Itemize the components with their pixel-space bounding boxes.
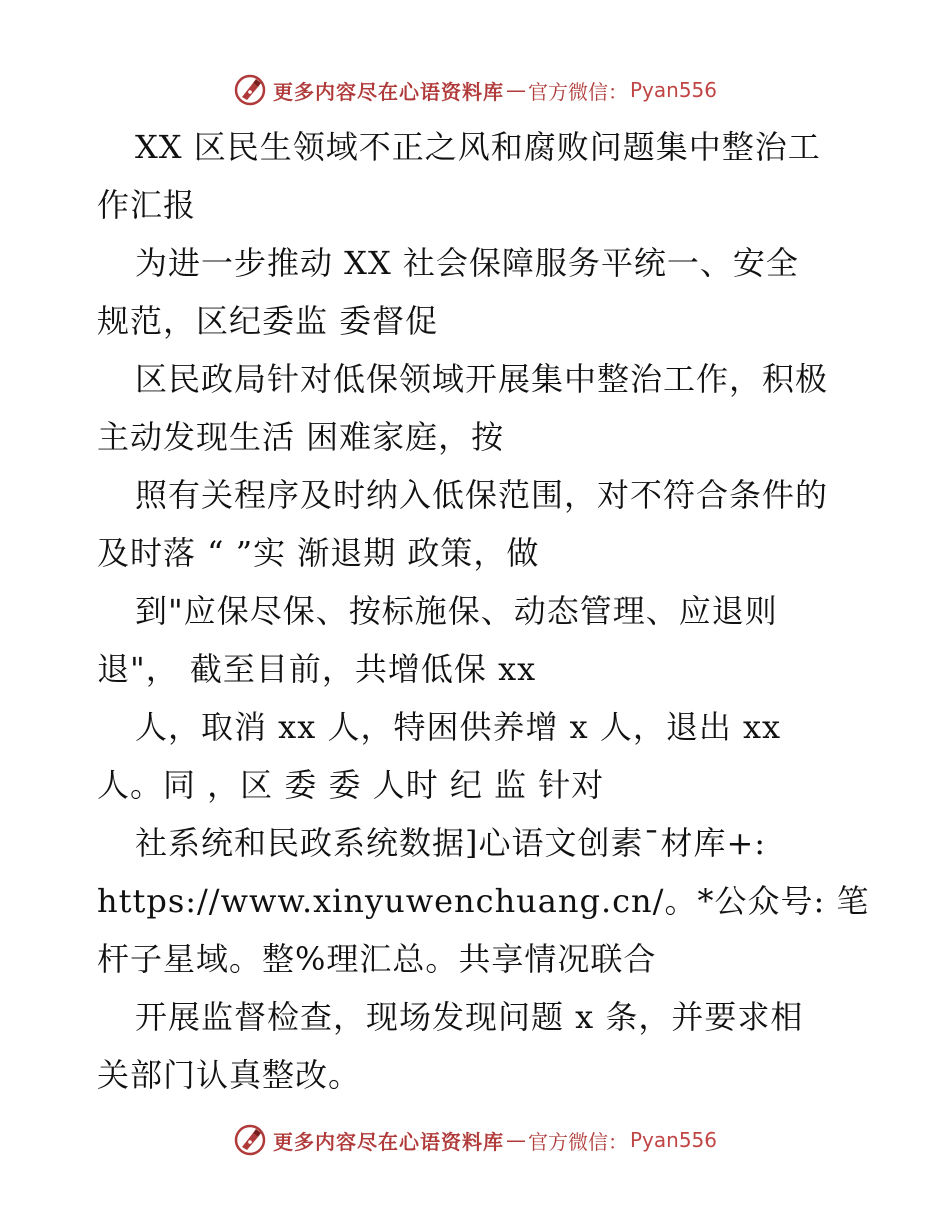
watermark-wechat-label: 官方微信： [527,1129,628,1154]
text-line: 区民政局针对低保领域开展集中整治工作，积极 [135,360,829,398]
body-paragraph [97,988,867,1104]
footer-watermark-banner [0,1120,950,1160]
body-paragraph [97,234,867,350]
body-paragraph [97,814,870,988]
body-paragraph [97,350,867,466]
watermark-brand-text: 更多内容尽在心语资料库 [272,1129,504,1154]
text-line: 退"， 截至目前，共增低保 xx [97,650,537,688]
watermark-wechat-handle: Pyan556 [629,78,717,102]
watermark-separator: — [505,78,526,102]
watermark-brand-text: 更多内容尽在心语资料库 [272,79,504,104]
body-paragraph [97,466,867,582]
text-line: 照有关程序及时纳入低保范围，对不符合条件的 [135,476,829,514]
body-paragraph [97,582,867,698]
text-line: 社系统和民政系统数据]心语文创素¯材库+: [135,824,767,862]
header-watermark-banner [0,70,950,110]
text-line: 主动发现生活 困难家庭，按 [97,418,505,456]
text-line: 为进一步推动 XX 社会保障服务平统一、安全 [135,244,799,282]
text-line: XX 区民生领域不正之风和腐败问题集中整治工 [135,128,821,166]
watermark-wechat-handle: Pyan556 [629,1128,717,1152]
text-line: 关部门认真整改。 [97,1056,362,1094]
text-line: 到"应保尽保、按标施保、动态管理、应退则 [135,592,778,630]
text-line: 规范，区纪委监 委督促 [97,302,439,340]
document-title [97,118,867,234]
text-line: 人，取消 xx 人，特困供养增 x 人，退出 xx [135,708,782,746]
body-paragraph [97,698,867,814]
document-body [97,118,870,1104]
text-line: 杆子星域。整%理汇总。共享情况联合 [97,940,657,978]
text-line: 人。同 ，区 委 委 人时 纪 监 针对 [97,766,605,804]
text-line: 开展监督检查，现场发现问题 x 条，并要求相 [135,998,804,1036]
watermark-wechat-label: 官方微信： [527,79,628,104]
pen-nib-logo-icon [233,1123,267,1157]
text-line: 及时落 “ ”实 渐退期 政策，做 [97,534,540,572]
pen-nib-logo-icon [233,73,267,107]
text-line: 作汇报 [97,186,197,224]
text-line: https://www.xinyuwenchuang.cn/。*公众号: 笔 [97,882,870,920]
watermark-separator: — [505,1128,526,1152]
